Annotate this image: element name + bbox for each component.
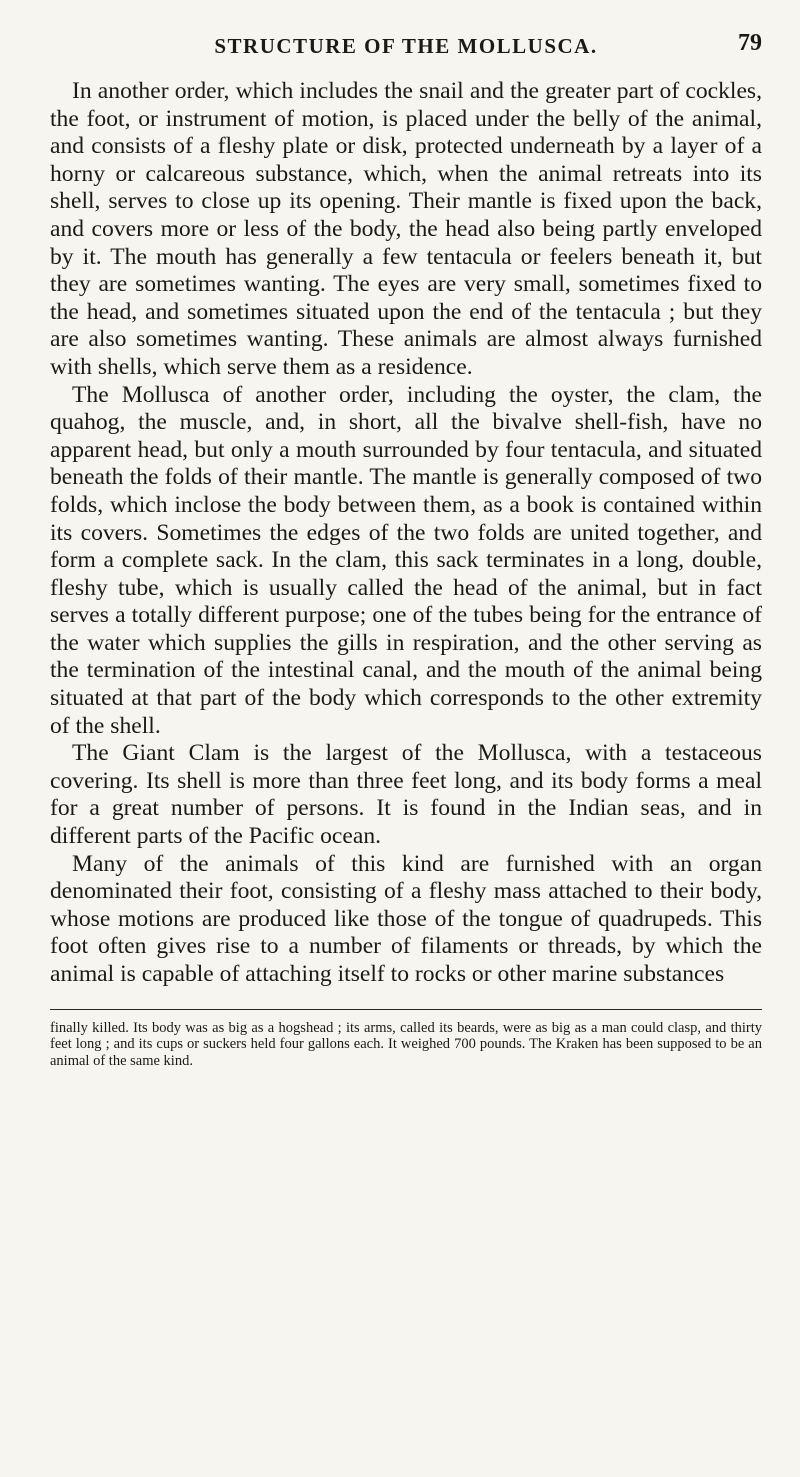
footnote: finally killed. Its body was as big as a hogshead ; its arms, called its beards, were as big as a man could clasp, and thirty feet long ; and its cups or suckers held four gallons each. It weighed 700 pounds. The Kraken has been supposed to be an animal of the same kind. [50,1019,762,1069]
paragraph-bivalve-order: The Mollusca of another order, including the oyster, the clam, the quahog, the muscle, and, in short, all the bivalve shell-fish, have no apparent head, but only a mouth surrounded by four tentacula, and situated beneath the folds of their mantle. The mantle is generally composed of two folds, which inclose the body between them, as a book is contained within its covers. Sometimes the edges of the two folds are united together, and form a complete sack. In the clam, this sack terminates in a long, double, fleshy tube, which is usually called the head of the animal, but in fact serves a totally different purpose; one of the tubes being for the entrance of the water which supplies the gills in respiration, and the other serving as the termination of the intestinal canal, and the mouth of the animal being situated at that part of the body which corresponds to the other extremity of the shell. [50,381,762,739]
paragraph-giant-clam: The Giant Clam is the largest of the Mollusca, with a testaceous covering. Its shell is more than three feet long, and its body forms a meal for a great number of persons. It is found in the Indian seas, and in different parts of the Pacific ocean. [50,740,762,850]
page-header [50,0,762,78]
paragraph-foot-organ: Many of the animals of this kind are furnished with an organ denominated their foot, consisting of a fleshy mass attached to their body, whose motions are produced like those of the tongue of quadrupeds. This foot often gives rise to a number of filaments or threads, by which the animal is capable of attaching itself to rocks or other marine substances [50,850,762,987]
footnote-rule [50,1009,762,1010]
page-number: 79 [738,30,762,56]
body-text [50,78,762,989]
book-page [50,0,762,1069]
running-head: STRUCTURE OF THE MOLLUSCA. [214,34,598,58]
paragraph-snail-order: In another order, which includes the snail and the greater part of cockles, the foot, or instrument of motion, is placed under the belly of the animal, and consists of a fleshy plate or disk, protected underneath by a layer of a horny or calcareous substance, which, when the animal retreats into its shell, serves to close up its opening. Their mantle is fixed upon the back, and covers more or less of the body, the head also being partly enveloped by it. The mouth has generally a few tentacula or feelers beneath it, but they are sometimes wanting. The eyes are very small, sometimes fixed to the head, and sometimes situated upon the end of the tentacula ; but they are also sometimes wanting. These animals are almost always furnished with shells, which serve them as a residence. [50,78,762,380]
